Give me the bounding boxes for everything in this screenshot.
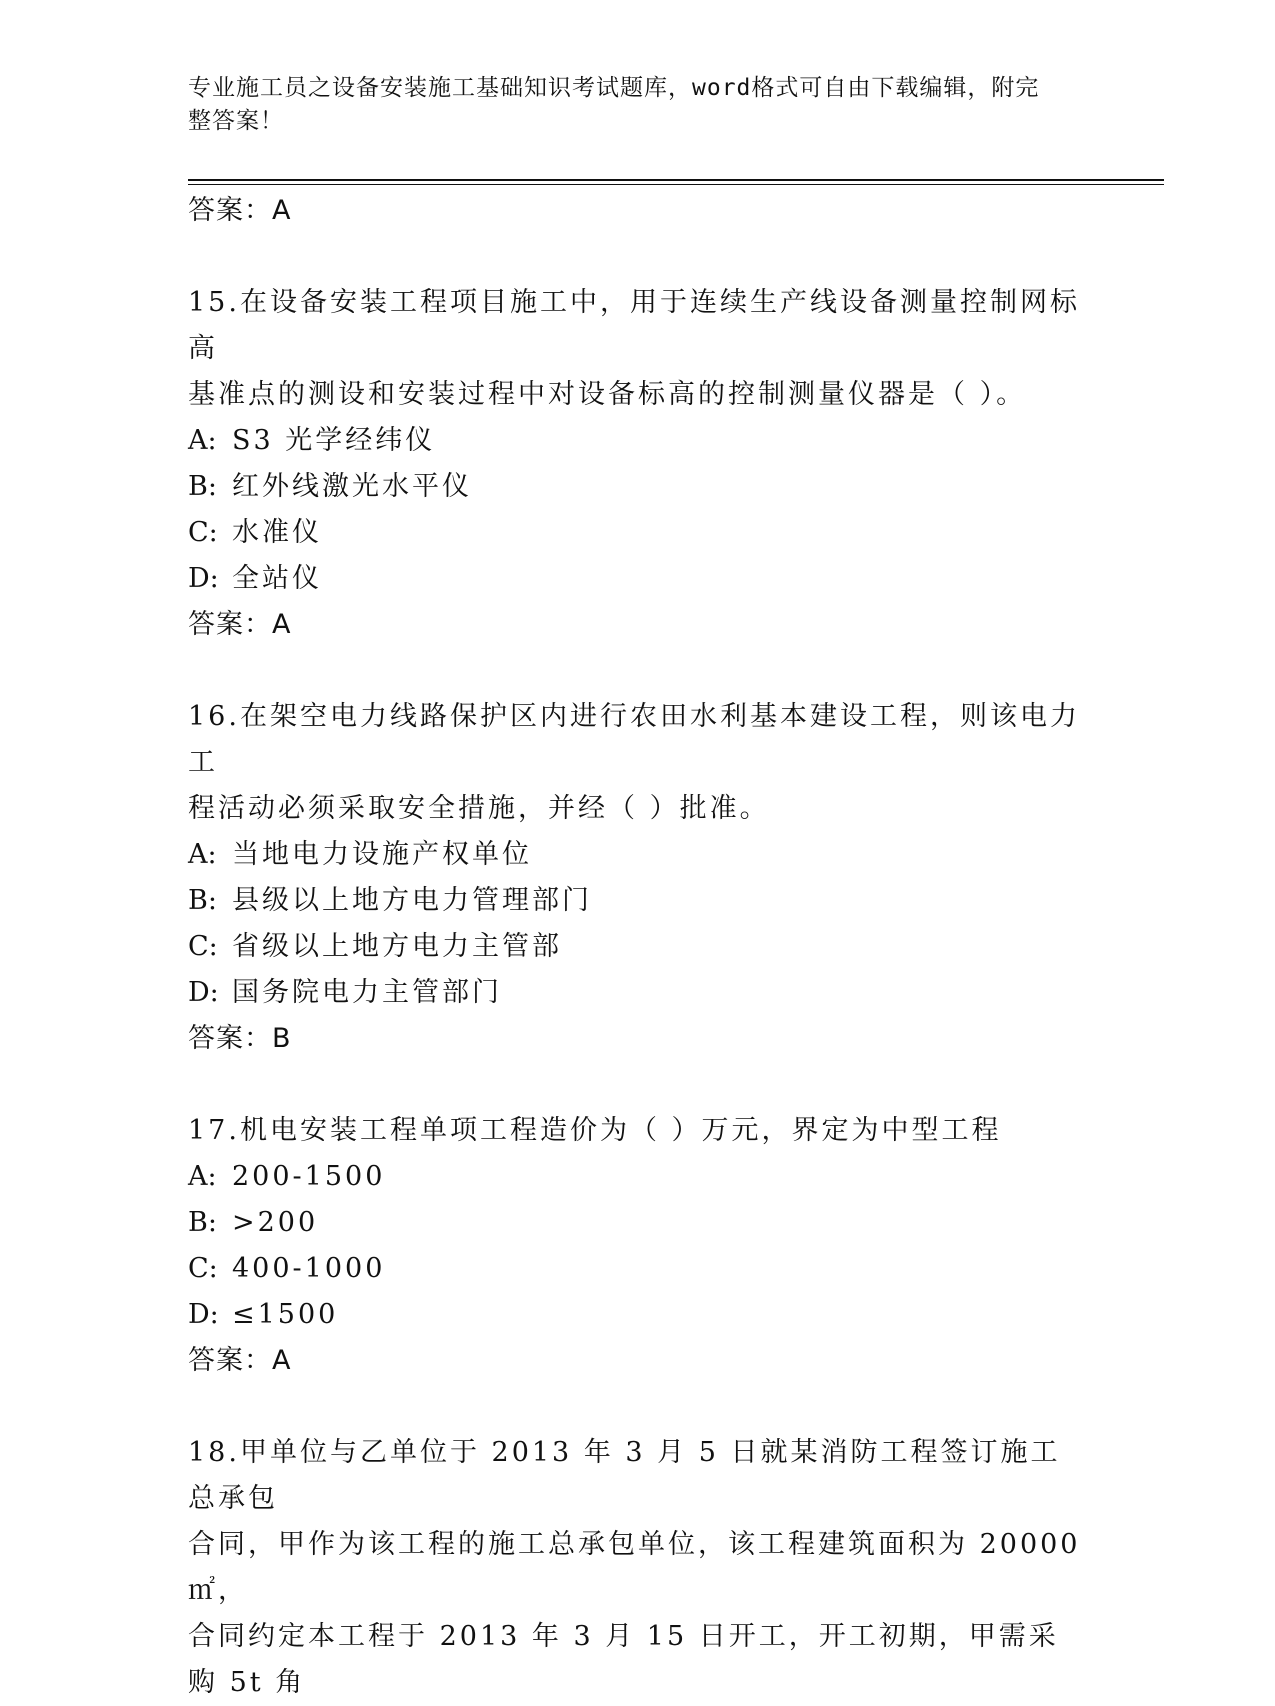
stem-line: 合同约定本工程于 2013 年 3 月 15 日开工，开工初期，甲需采购 5t 角: [188, 1621, 1059, 1698]
question-18: [188, 1430, 1148, 1706]
option-a: [188, 1154, 1148, 1200]
option-letter: B:: [188, 471, 217, 502]
answer-line: 答案：A: [188, 1345, 292, 1376]
question-stem: [188, 694, 1088, 832]
answer-line: 答案：B: [188, 1023, 292, 1054]
option-d: [188, 1292, 1148, 1338]
option-text: 全站仪: [232, 563, 322, 594]
stem-line: 18.甲单位与乙单位于 2013 年 3 月 5 日就某消防工程签订施工总承包: [188, 1437, 1061, 1514]
option-c: [188, 924, 1148, 970]
option-text: 200-1500: [232, 1161, 386, 1192]
option-a: [188, 418, 1148, 464]
option-d: [188, 556, 1148, 602]
option-text: 红外线激光水平仪: [232, 471, 472, 502]
question-list: [188, 188, 1148, 1706]
stem-line: 15.在设备安装工程项目施工中，用于连续生产线设备测量控制网标高: [188, 287, 1080, 364]
spacer: [188, 648, 1148, 694]
option-c: [188, 1246, 1148, 1292]
question-15: [188, 280, 1148, 648]
option-b: [188, 464, 1148, 510]
option-text: 国务院电力主管部门: [232, 977, 502, 1008]
option-letter: C:: [188, 1253, 218, 1284]
question-stem: [188, 1108, 1088, 1154]
stem-line: 程活动必须采取安全措施，并经（ ）批准。: [188, 793, 770, 824]
stem-line: 17.机电安装工程单项工程造价为（ ）万元，界定为中型工程: [188, 1115, 1002, 1146]
option-d: [188, 970, 1148, 1016]
option-letter: B:: [188, 1207, 217, 1238]
option-letter: A:: [188, 1161, 217, 1192]
document-header: [188, 72, 1068, 138]
option-c: [188, 510, 1148, 556]
option-text: >200: [232, 1207, 319, 1238]
stem-line: 基准点的测设和安装过程中对设备标高的控制测量仪器是（ ）。: [188, 379, 1027, 410]
stem-line: 16.在架空电力线路保护区内进行农田水利基本建设工程，则该电力工: [188, 701, 1080, 778]
option-letter: B:: [188, 885, 217, 916]
option-letter: A:: [188, 839, 217, 870]
option-b: [188, 1200, 1148, 1246]
header-line-2: 整答案！: [188, 108, 284, 134]
option-text: 县级以上地方电力管理部门: [232, 885, 592, 916]
spacer: [188, 1062, 1148, 1108]
option-text: 省级以上地方电力主管部: [232, 931, 562, 962]
option-letter: D:: [188, 563, 219, 594]
header-line-1: 专业施工员之设备安装施工基础知识考试题库，word格式可自由下载编辑，附完: [188, 75, 1040, 101]
stem-line: 合同，甲作为该工程的施工总承包单位，该工程建筑面积为 20000㎡，: [188, 1529, 1081, 1606]
question-stem: [188, 1430, 1088, 1706]
option-letter: D:: [188, 1299, 219, 1330]
option-text: 400-1000: [232, 1253, 386, 1284]
option-letter: D:: [188, 977, 219, 1008]
question-stem: [188, 280, 1088, 418]
option-letter: A:: [188, 425, 217, 456]
spacer: [188, 1384, 1148, 1430]
header-divider-thin: [188, 184, 1164, 185]
option-text: ≤1500: [232, 1299, 339, 1330]
question-16: [188, 694, 1148, 1062]
option-text: S3 光学经纬仪: [232, 425, 436, 456]
option-b: [188, 878, 1148, 924]
spacer: [188, 234, 1148, 280]
option-a: [188, 832, 1148, 878]
header-divider: [188, 179, 1164, 181]
answer-line: 答案：A: [188, 609, 292, 640]
option-text: 当地电力设施产权单位: [232, 839, 532, 870]
option-letter: C:: [188, 517, 218, 548]
option-text: 水准仪: [232, 517, 322, 548]
answer-line: 答案：A: [188, 195, 292, 226]
question-17: [188, 1108, 1148, 1384]
option-letter: C:: [188, 931, 218, 962]
